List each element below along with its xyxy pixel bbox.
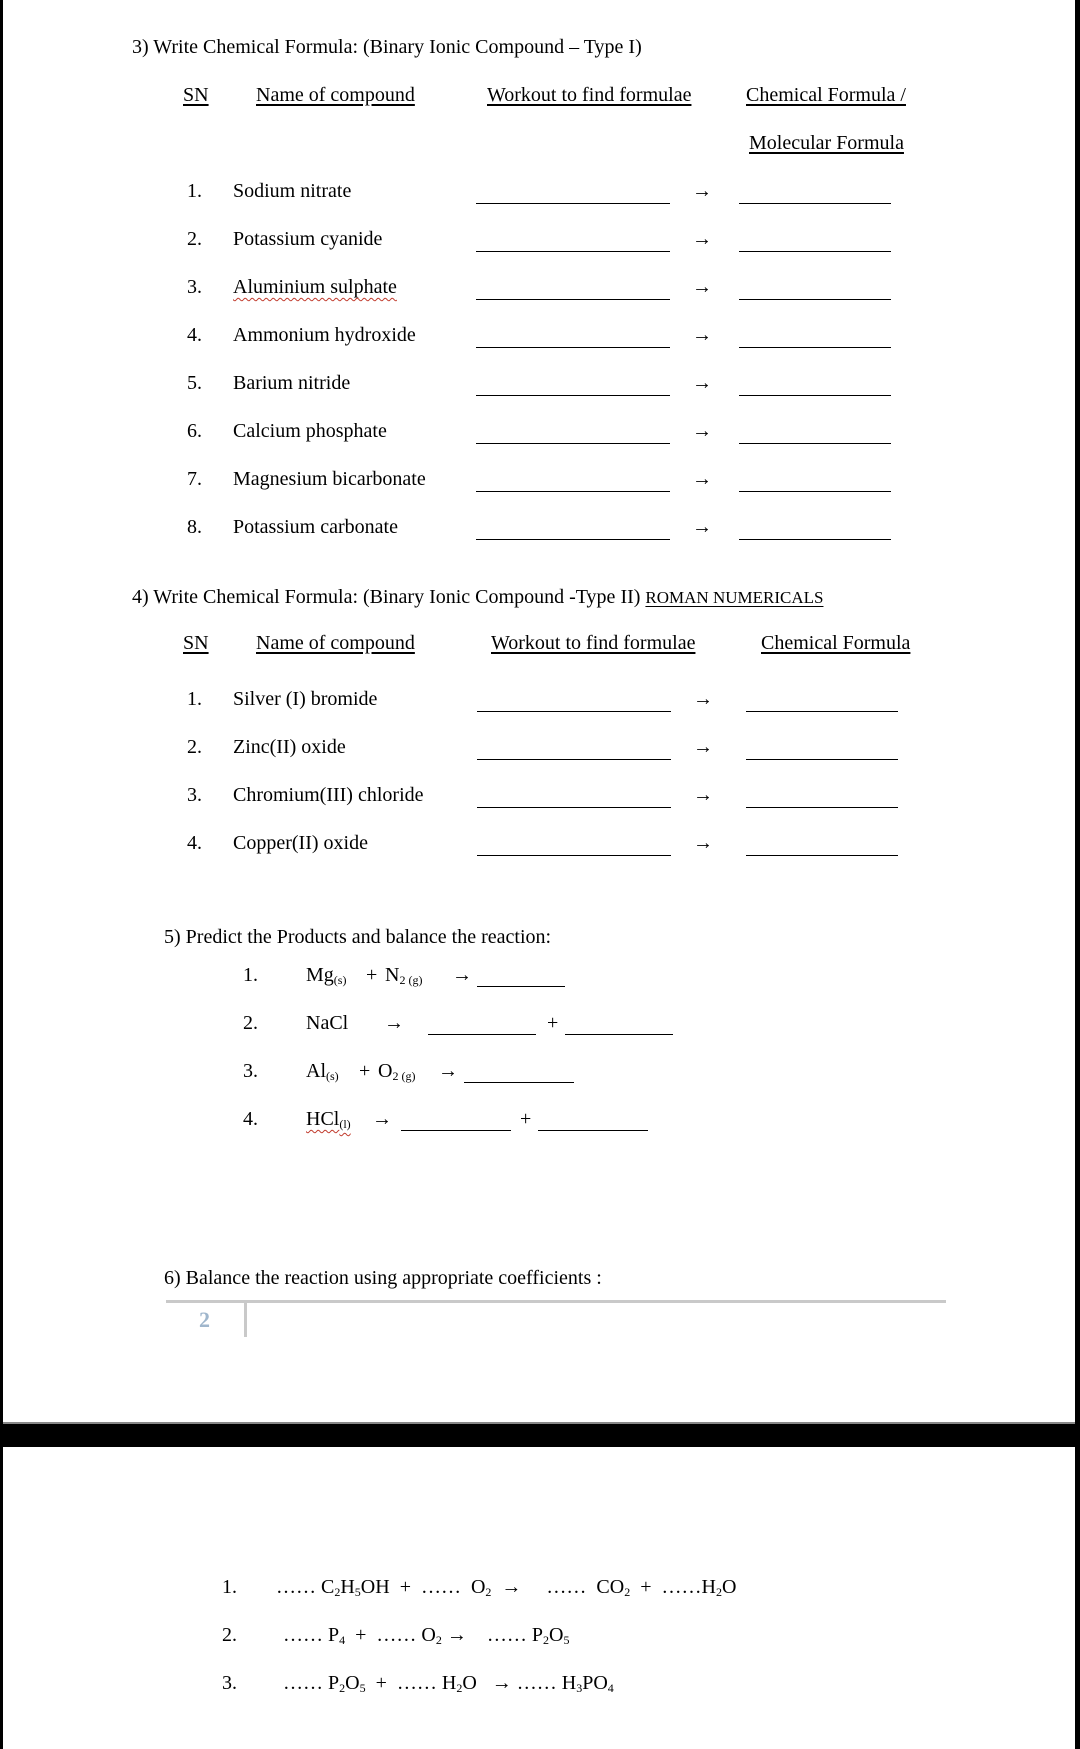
q4-row-sn: 3. <box>187 784 202 806</box>
q3-row-sn: 6. <box>187 420 202 442</box>
q4-heading-tag: ROMAN NUMERICALS <box>645 588 824 607</box>
q3-workout-blank[interactable] <box>476 251 670 252</box>
q5-item-number: 1. <box>243 964 258 986</box>
q6-item-number: 1. <box>222 1576 237 1598</box>
q5-product-blank[interactable] <box>477 986 565 987</box>
q4-row-name: Zinc(II) oxide <box>233 736 346 758</box>
arrow-icon: → <box>438 1060 458 1082</box>
q4-workout-blank[interactable] <box>477 759 671 760</box>
q4-formula-blank[interactable] <box>746 855 898 856</box>
footer-rule <box>166 1300 946 1303</box>
q3-workout-blank[interactable] <box>476 347 670 348</box>
page-number: 2 <box>199 1307 210 1332</box>
q3-header-formula-2: Molecular Formula <box>749 132 904 154</box>
q3-formula-blank[interactable] <box>739 443 891 444</box>
arrow-icon: → <box>693 736 713 758</box>
q3-header-formula: Chemical Formula / <box>746 84 906 106</box>
arrow-icon: → <box>692 372 712 394</box>
plus-sign: + <box>366 964 378 986</box>
q4-row-name: Silver (I) bromide <box>233 688 378 710</box>
q5-product-blank[interactable] <box>538 1130 648 1131</box>
q3-workout-blank[interactable] <box>476 539 670 540</box>
q4-workout-blank[interactable] <box>477 711 671 712</box>
q5-item-number: 3. <box>243 1060 258 1082</box>
q3-row-name: Magnesium bicarbonate <box>233 468 426 490</box>
worksheet-page-1 <box>3 0 1075 1424</box>
q6-item-number: 3. <box>222 1672 237 1694</box>
q5-item-number: 4. <box>243 1108 258 1130</box>
q5-heading: 5) Predict the Products and balance the reaction: <box>164 926 552 948</box>
arrow-icon: → <box>372 1108 392 1130</box>
q4-formula-blank[interactable] <box>746 711 898 712</box>
worksheet-page-2 <box>3 1447 1075 1749</box>
arrow-icon: → <box>692 420 712 442</box>
q4-header-sn: SN <box>183 632 209 654</box>
q4-workout-blank[interactable] <box>477 855 671 856</box>
q3-row-sn: 3. <box>187 276 202 298</box>
q3-formula-blank[interactable] <box>739 395 891 396</box>
q3-row-sn: 4. <box>187 324 202 346</box>
q4-row-sn: 1. <box>187 688 202 710</box>
q3-row-name: Ammonium hydroxide <box>233 324 416 346</box>
q3-workout-blank[interactable] <box>476 203 670 204</box>
q3-formula-blank[interactable] <box>739 491 891 492</box>
q4-formula-blank[interactable] <box>746 759 898 760</box>
q3-formula-blank[interactable] <box>739 347 891 348</box>
q5-reactant-b: $N_{2 (g)}$ <box>385 964 423 987</box>
q3-row-name: Aluminium sulphate <box>233 276 397 298</box>
plus-sign: + <box>547 1012 559 1034</box>
q5-reactant-a: $Al_{(s)}$ <box>306 1060 339 1083</box>
q5-product-blank[interactable] <box>401 1130 511 1131</box>
q3-row-sn: 5. <box>187 372 202 394</box>
q3-header-name: Name of compound <box>256 84 415 106</box>
q3-header-sn: SN <box>183 84 209 106</box>
q6-equation: …… $P_2O_5$ + …… $H_2O$ → …… $H_3PO_4$ <box>283 1672 614 1695</box>
q3-formula-blank[interactable] <box>739 203 891 204</box>
q3-row-sn: 1. <box>187 180 202 202</box>
arrow-icon: → <box>692 276 712 298</box>
q5-reactant-b: $O_{2 (g)}$ <box>378 1060 416 1083</box>
arrow-icon: → <box>692 324 712 346</box>
q4-header-name: Name of compound <box>256 632 415 654</box>
arrow-icon: → <box>693 832 713 854</box>
q5-reactant-a: HCl$_{(l)}$ <box>306 1108 351 1131</box>
arrow-icon: → <box>693 688 713 710</box>
q4-formula-blank[interactable] <box>746 807 898 808</box>
arrow-icon: → <box>384 1012 404 1034</box>
q4-workout-blank[interactable] <box>477 807 671 808</box>
q3-workout-blank[interactable] <box>476 491 670 492</box>
q3-formula-blank[interactable] <box>739 299 891 300</box>
q3-row-sn: 7. <box>187 468 202 490</box>
arrow-icon: → <box>452 964 472 986</box>
q6-item-number: 2. <box>222 1624 237 1646</box>
q3-row-name: Calcium phosphate <box>233 420 387 442</box>
q6-equation: …… $P_4$ + …… $O_2$ → …… $P_2O_5$ <box>283 1624 570 1647</box>
arrow-icon: → <box>692 468 712 490</box>
q4-heading-text: 4) Write Chemical Formula: (Binary Ionic Compound -Type II) <box>132 586 641 608</box>
plus-sign: + <box>520 1108 532 1130</box>
q3-header-workout: Workout to find formulae <box>487 84 692 106</box>
q5-product-blank[interactable] <box>464 1082 574 1083</box>
q3-workout-blank[interactable] <box>476 443 670 444</box>
plus-sign: + <box>359 1060 371 1082</box>
arrow-icon: → <box>692 516 712 538</box>
q5-item-number: 2. <box>243 1012 258 1034</box>
q4-row-name: Copper(II) oxide <box>233 832 368 854</box>
q6-equation: …… $C_2H_5OH$ + …… $O_2$ → …… $CO_2$ + $\dots\dots H_2O$ <box>276 1576 737 1599</box>
q4-header-workout: Workout to find formulae <box>491 632 696 654</box>
q3-row-name: Sodium nitrate <box>233 180 352 202</box>
q3-formula-blank[interactable] <box>739 251 891 252</box>
q3-row-name: Barium nitride <box>233 372 351 394</box>
q3-row-name: Potassium cyanide <box>233 228 383 250</box>
q4-row-sn: 4. <box>187 832 202 854</box>
q5-reactant-a: $Mg_{(s)}$ <box>306 964 347 987</box>
arrow-icon: → <box>693 784 713 806</box>
q3-row-sn: 8. <box>187 516 202 538</box>
q3-workout-blank[interactable] <box>476 395 670 396</box>
q3-row-name: Potassium carbonate <box>233 516 398 538</box>
q5-product-blank[interactable] <box>428 1034 536 1035</box>
q4-row-name: Chromium(III) chloride <box>233 784 424 806</box>
q4-heading <box>132 587 823 607</box>
q3-heading: 3) Write Chemical Formula: (Binary Ionic Compound – Type I) <box>132 36 642 58</box>
q3-workout-blank[interactable] <box>476 299 670 300</box>
footer-divider <box>244 1303 247 1337</box>
q4-row-sn: 2. <box>187 736 202 758</box>
q4-header-formula: Chemical Formula <box>761 632 911 654</box>
q5-reactant-a: NaCl <box>306 1012 349 1034</box>
q3-row-sn: 2. <box>187 228 202 250</box>
q6-heading: 6) Balance the reaction using appropriate coefficients : <box>164 1267 602 1289</box>
arrow-icon: → <box>692 180 712 202</box>
q5-product-blank[interactable] <box>565 1034 673 1035</box>
arrow-icon: → <box>692 228 712 250</box>
q3-formula-blank[interactable] <box>739 539 891 540</box>
